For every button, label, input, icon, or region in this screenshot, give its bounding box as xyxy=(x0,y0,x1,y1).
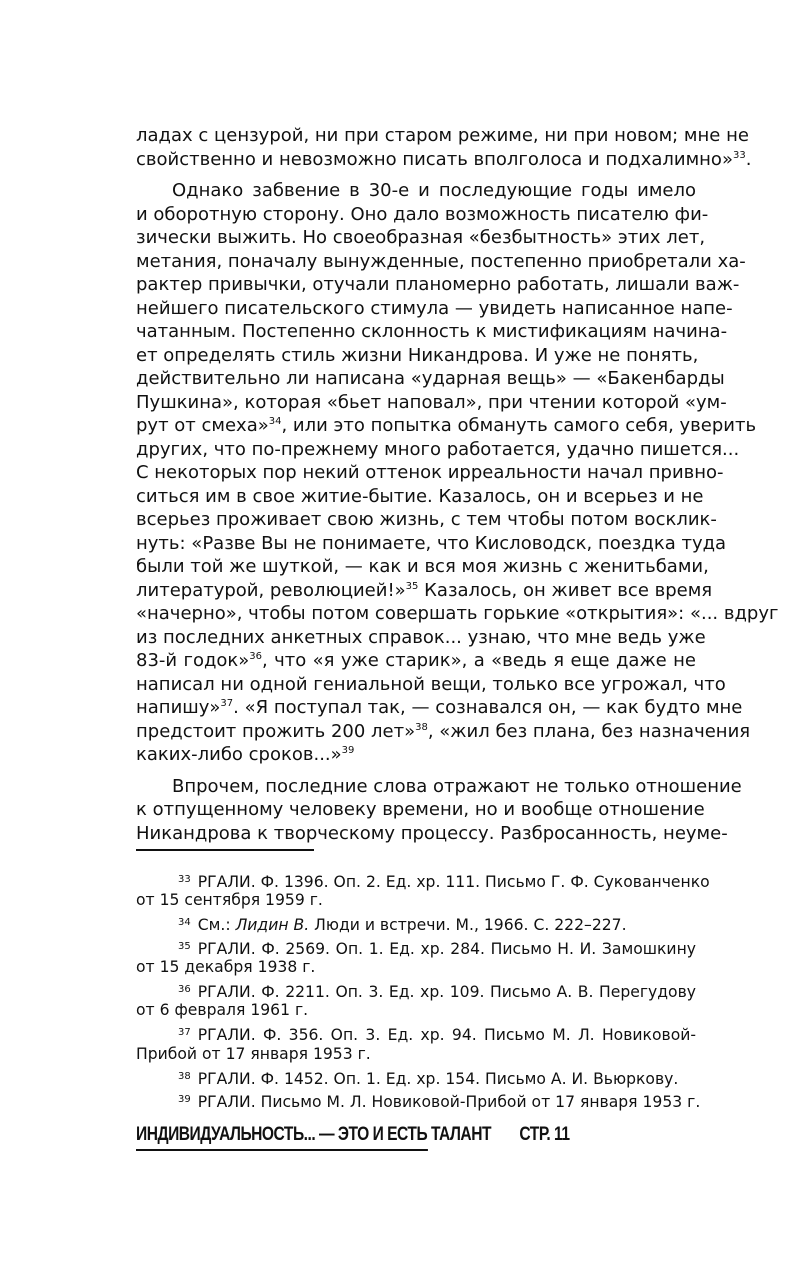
main-text xyxy=(136,124,779,853)
text-line: С некоторых пор некий оттенок ирреальности начал привно- xyxy=(136,462,724,483)
footnote xyxy=(136,1023,696,1063)
running-title: ИНДИВИДУАЛЬНОСТЬ... — ЭТО И ЕСТЬ ТАЛАНТ xyxy=(136,1124,491,1145)
paragraph xyxy=(136,179,779,767)
footnote-line: $^{35}$ РГАЛИ. Ф. 2569. Оп. 1. Ед. хр. 284. Письмо Н. И. Замошкину xyxy=(178,939,696,958)
footnote-ref: 33 xyxy=(732,149,746,161)
footnote-number: 38 xyxy=(178,1070,191,1082)
text-line: нейшего писательского стимула — увидеть написанное напе- xyxy=(136,297,733,319)
footnote-ref: 39 xyxy=(341,745,355,756)
text-line: всерьез проживает свою жизнь, с тем чтобы потом восклик- xyxy=(136,509,717,530)
footnote-number: 37 xyxy=(178,1027,191,1039)
paragraph xyxy=(136,775,742,846)
text-line: Впрочем, последние слова отражают не только отношение xyxy=(172,775,742,797)
text-line: 83-й годок»$^{36}$, что «я уже старик», а «ведь я еще даже не xyxy=(136,650,696,671)
text-line: напишу»$^{37}$. «Я поступал так, — сознавался он, — как будто мне xyxy=(136,697,743,718)
footnote-separator xyxy=(136,849,314,851)
text-line: рактер привычки, отучали планомерно работать, лишали важ- xyxy=(136,274,740,295)
footnote-ref: 36 xyxy=(249,651,263,662)
text-line: Никандрова к творческому процессу. Разбросанность, неуме- xyxy=(136,822,728,844)
footnote-number: 35 xyxy=(178,940,191,952)
text-line: к отпущенному человеку времени, но и вообще отношение xyxy=(136,799,705,820)
text-line: «начерно», чтобы потом совершать горькие «открытия»: «... вдруг xyxy=(136,603,779,624)
text-line: метания, поначалу вынужденные, постепенно приобретали ха- xyxy=(136,250,746,272)
text-line: чатанным. Постепенно склонность к мистификациям начина- xyxy=(136,321,728,342)
text-line: из последних анкетных справок... узнаю, что мне ведь уже xyxy=(136,626,706,648)
page-number: СТР. 11 xyxy=(519,1124,570,1145)
footnote-line: от 6 февраля 1961 г. xyxy=(136,1001,309,1020)
text-line: рут от смеха»$^{34}$, или это попытка обмануть самого себя, уверить xyxy=(136,415,757,436)
text-line: Пушкина», которая «бьет наповал», при чтении которой «ум- xyxy=(136,391,727,413)
footnote-line: $^{34}$ См.: Лидин В. Люди и встречи. М., 1966. С. 222–227. xyxy=(178,916,627,935)
footnote-ref: 38 xyxy=(415,721,428,733)
footnote-line: $^{36}$ РГАЛИ. Ф. 2211. Оп. 3. Ед. хр. 109. Письмо А. В. Перегудову xyxy=(178,982,696,1001)
text-line: свойственно и невозможно писать вполголоса и подхалимно»$^{33}$. xyxy=(136,148,752,170)
footnote-line: от 15 сентября 1959 г. xyxy=(136,891,323,910)
footnote-line: $^{33}$ РГАЛИ. Ф. 1396. Оп. 2. Ед. хр. 111. Письмо Г. Ф. Сукованченко xyxy=(178,873,710,891)
footnote-line: $^{37}$ РГАЛИ. Ф. 356. Оп. 3. Ед. хр. 94. Письмо М. Л. Новиковой- xyxy=(178,1026,696,1045)
text-line: ситься им в свое житие-бытие. Казалось, он и всерьез и не xyxy=(136,485,704,507)
footnote xyxy=(136,913,696,933)
text-line: действительно ли написана «ударная вещь» — «Бакенбарды xyxy=(136,368,725,389)
footnote xyxy=(136,1067,696,1087)
text-line: нуть: «Разве Вы не понимаете, что Кисловодск, поездка туда xyxy=(136,532,727,554)
footnote xyxy=(136,980,696,1020)
footnote-line: $^{39}$ РГАЛИ. Письмо М. Л. Новиковой-Прибой от 17 января 1953 г. xyxy=(178,1092,701,1111)
footnote-ref: 37 xyxy=(220,698,234,709)
footnote-number: 39 xyxy=(178,1093,191,1105)
text-line: были той же шуткой, — как и вся моя жизнь с женитьбами, xyxy=(136,556,709,577)
author-name: Лидин В. xyxy=(235,916,310,935)
text-line: ет определять стиль жизни Никандрова. И уже не понять, xyxy=(136,344,699,366)
text-line: зически выжить. Но своеобразная «безбытность» этих лет, xyxy=(136,227,706,248)
footnote-number: 33 xyxy=(178,874,191,885)
footnote-ref: 35 xyxy=(405,580,419,592)
text-line: и оборотную сторону. Оно дало возможность писателю фи- xyxy=(136,203,709,225)
footnotes xyxy=(136,870,710,1113)
text-line: ладах с цензурой, ни при старом режиме, ни при новом; мне не xyxy=(136,125,749,146)
footnote-ref: 34 xyxy=(268,416,282,427)
footnote-number: 36 xyxy=(178,983,191,995)
footnote xyxy=(136,1090,701,1111)
footnote-line: $^{38}$ РГАЛИ. Ф. 1452. Оп. 1. Ед. хр. 154. Письмо А. И. Вьюркову. xyxy=(178,1069,679,1088)
text-line: литературой, революцией!»$^{35}$ Казалось, он живет все время xyxy=(136,579,713,601)
footnote-line: Прибой от 17 января 1953 г. xyxy=(136,1044,371,1063)
text-line: каких-либо сроков...»$^{39}$ xyxy=(136,744,355,765)
footnote-line: от 15 декабря 1938 г. xyxy=(136,957,316,976)
footnote-number: 34 xyxy=(178,917,191,929)
footnote xyxy=(136,937,696,977)
footnote xyxy=(136,870,710,910)
text-line: предстоит прожить 200 лет»$^{38}$, «жил без плана, без назначения xyxy=(136,720,751,742)
text-line: написал ни одной гениальной вещи, только все угрожал, что xyxy=(136,673,726,695)
paragraph xyxy=(136,124,752,171)
text-line: других, что по-прежнему много работается, удачно пишется... xyxy=(136,438,740,460)
text-line: Однако забвение в 30-е и последующие годы имело xyxy=(172,180,696,201)
running-footer xyxy=(136,1124,570,1151)
